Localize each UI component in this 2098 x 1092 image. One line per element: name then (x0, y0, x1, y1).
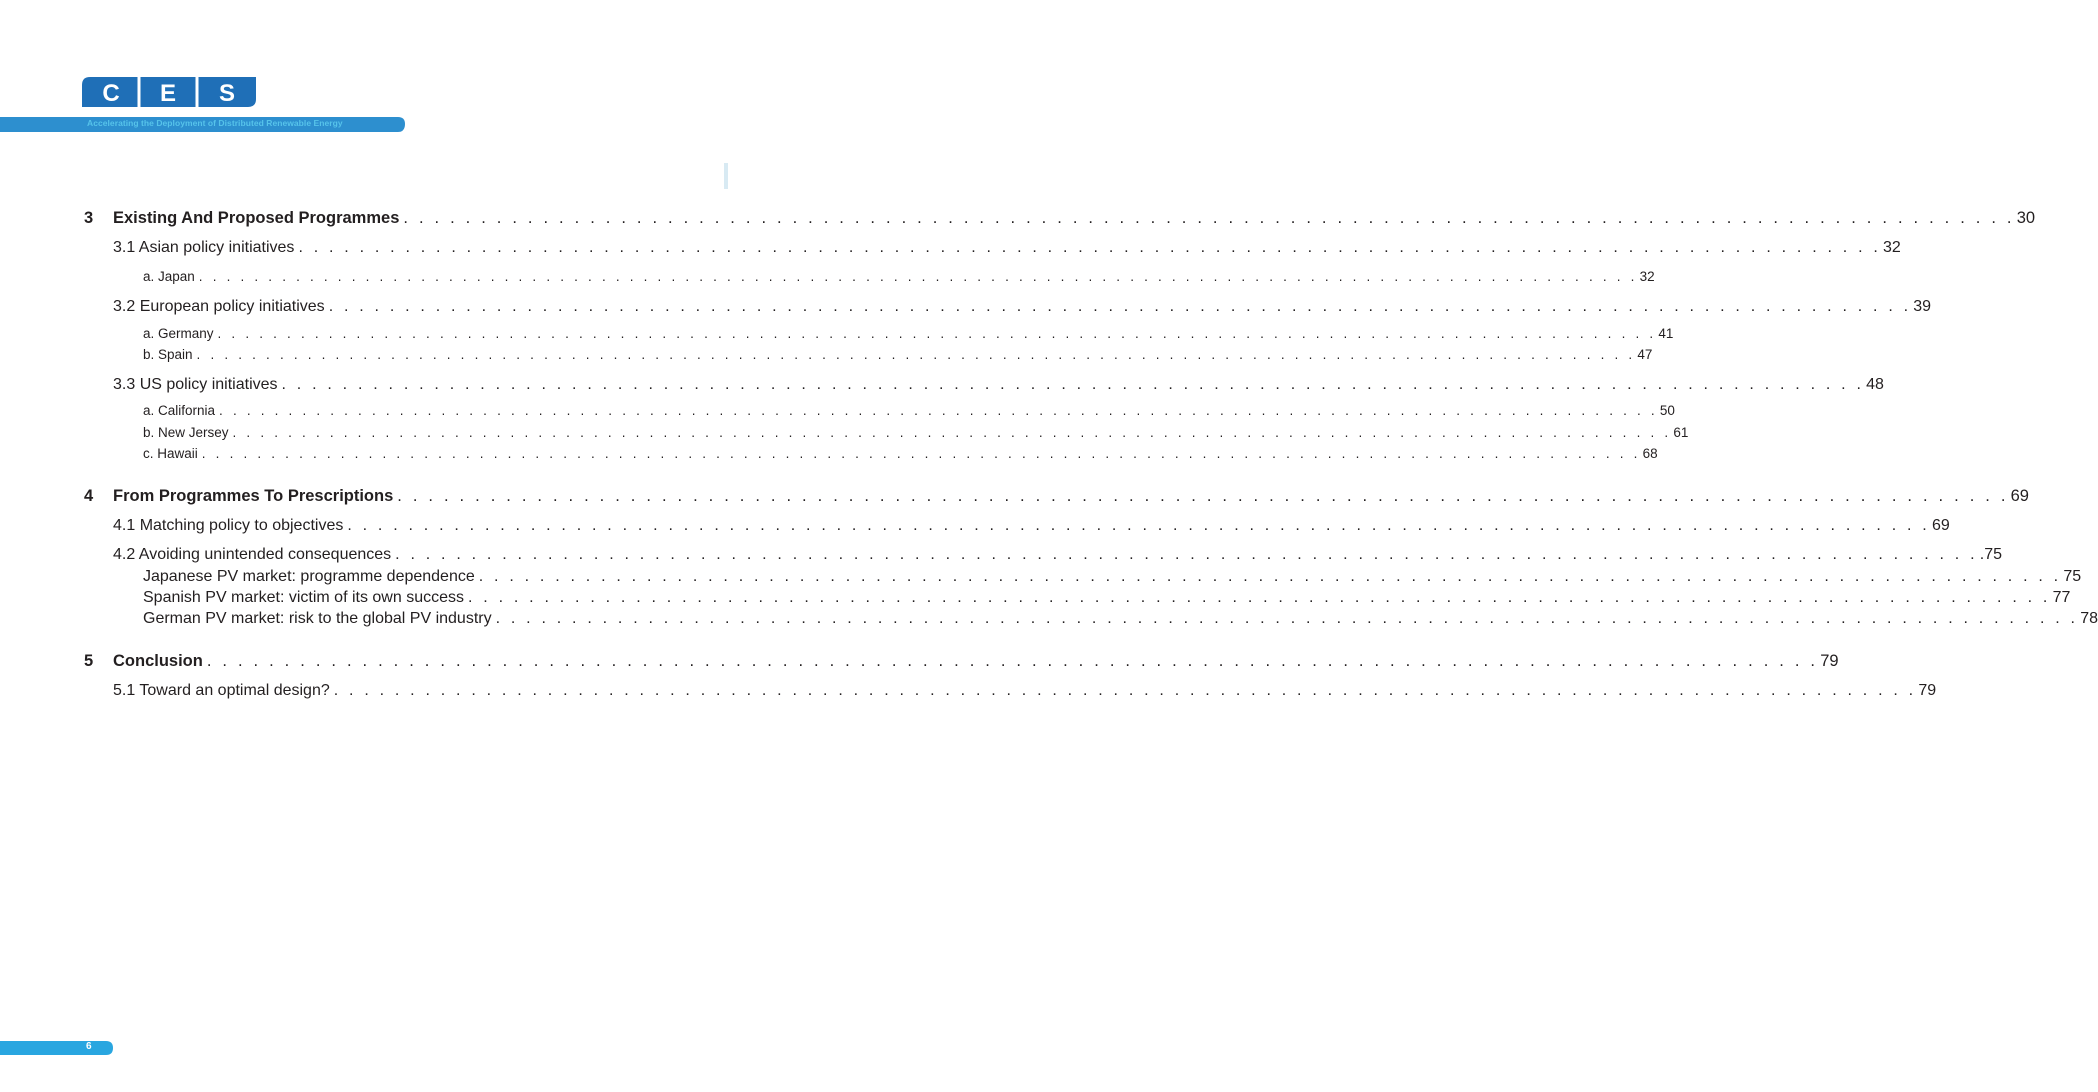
toc-entry-3-3-a[interactable] (143, 403, 1675, 418)
logo-letter-e: E (159, 80, 177, 107)
toc-entry-4-2-spain[interactable] (143, 589, 2071, 607)
section-number: 4 (84, 487, 94, 505)
toc-entry-3-1[interactable] (113, 239, 1901, 257)
toc-page: 48 (1866, 376, 1884, 393)
toc-title: a. Germany (143, 326, 218, 341)
toc-page: .75 (1979, 546, 2002, 563)
toc-title: Existing And Proposed Programmes (113, 209, 403, 228)
toc-entry-3-3-b[interactable] (143, 425, 1689, 440)
toc-title: a. California (143, 403, 219, 418)
toc-entry-3-3-c[interactable] (143, 446, 1658, 461)
logo-letter-c: C (102, 80, 120, 107)
toc-page: 32 (1883, 239, 1901, 256)
toc-entry-3-2-a[interactable] (143, 326, 1674, 341)
toc-page: 69 (1931, 517, 1950, 534)
leader-dots: . . . . . . . . . . . . . . . . . . . . . . . . . . . . . . . . . . . . . . . . . . . . . . . . . . . . . . . . . . . . . . . . . . . . . . . . . . . . . . . . . . . . . . . . . . . . . . . . . . . . . . . . (403, 209, 2015, 227)
toc-title: 4.2 Avoiding unintended consequences (113, 546, 395, 564)
toc-page: 61 (1673, 425, 1689, 440)
toc-page: 78 (2080, 610, 2098, 627)
toc-title: c. Hawaii (143, 446, 202, 461)
leader-dots: . . . . . . . . . . . . . . . . . . . . . . . . . . . . . . . . . . . . . . . . . . . . . . . . . . . . . . . . . . . . . . . . . . . . . . . . . . . . . . . . . . . . . . . . . . . . . . . . . . . . . . . . (217, 326, 1657, 341)
toc-title: b. Spain (143, 347, 197, 362)
toc-section-4[interactable] (84, 487, 2029, 506)
toc-page: 39 (1913, 298, 1932, 315)
toc-page: 68 (1642, 446, 1658, 461)
leader-dots: . . . . . . . . . . . . . . . . . . . . . . . . . . . . . . . . . . . . . . . . . . . . . . . . . . . . . . . . . . . . . . . . . . . . . . . . . . . . . . . . . . . . . . . . . . . . . . . . . . . . . . . . (328, 298, 1912, 315)
toc-page: 50 (1659, 403, 1675, 418)
leader-dots: . . . . . . . . . . . . . . . . . . . . . . . . . . . . . . . . . . . . . . . . . . . . . . . . . . . . . . . . . . . . . . . . . . . . . . . . . . . . . . . . . . . . . . . . . . . . . . . . . . . . . . . . (206, 652, 1819, 670)
toc-page: 79 (1918, 682, 1937, 699)
tagline: Accelerating the Deployment of Distributed Renewable Energy (87, 118, 343, 128)
leader-dots: . . . . . . . . . . . . . . . . . . . . . . . . . . . . . . . . . . . . . . . . . . . . . . . . . . . . . . . . . . . . . . . . . . . . . . . . . . . . . . . . . . . . . . . . . . . . . . . . . . . . . . . . (281, 376, 1865, 393)
leader-dots: . . . . . . . . . . . . . . . . . . . . . . . . . . . . . . . . . . . . . . . . . . . . . . . . . . . . . . . . . . . . . . . . . . . . . . . . . . . . . . . . . . . . . . . . . . . . . . . . . . . . . . . . (219, 403, 1658, 418)
toc-entry-4-2[interactable] (113, 546, 2002, 564)
toc-section-5[interactable] (84, 652, 1839, 671)
toc-page: 47 (1637, 347, 1653, 362)
leader-dots: . . . . . . . . . . . . . . . . . . . . . . . . . . . . . . . . . . . . . . . . . . . . . . . . . . . . . . . . . . . . . . . . . . . . . . . . . . . . . . . . . . . . . . . . . . . . . . . . . . . . . . . . (347, 517, 1930, 534)
toc-entry-4-1[interactable] (113, 517, 1950, 535)
toc-page: 77 (2052, 589, 2071, 606)
toc-section-3[interactable] (84, 209, 2036, 228)
section-number: 5 (84, 652, 94, 670)
toc-title: 3.3 US policy initiatives (113, 376, 282, 394)
toc-page: 30 (2016, 209, 2036, 227)
toc-title: From Programmes To Prescriptions (113, 487, 397, 506)
toc-title: Conclusion (113, 652, 207, 671)
toc-page: 79 (1820, 652, 1839, 670)
leader-dots: . . . . . . . . . . . . . . . . . . . . . . . . . . . . . . . . . . . . . . . . . . . . . . . . . . . . . . . . . . . . . . . . . . . . . . . . . . . . . . . . . . . . . . . . . . . . . . . . . . . . . . . . (298, 239, 1882, 256)
section-number: 3 (84, 209, 94, 227)
toc-title: 3.1 Asian policy initiatives (113, 239, 298, 257)
toc-entry-4-2-japan[interactable] (143, 568, 2082, 586)
leader-dots: . . . . . . . . . . . . . . . . . . . . . . . . . . . . . . . . . . . . . . . . . . . . . . . . . . . . . . . . . . . . . . . . . . . . . . . . . . . . . . . . . . . . . . . . . . . . . . . . . . . . . . . . (397, 487, 2009, 505)
toc-page: 32 (1639, 269, 1655, 284)
toc-title: a. Japan (143, 269, 199, 284)
toc-page: 75 (2063, 568, 2082, 585)
edge-mark (724, 163, 728, 189)
leader-dots: . . . . . . . . . . . . . . . . . . . . . . . . . . . . . . . . . . . . . . . . . . . . . . . . . . . . . . . . . . . . . . . . . . . . . . . . . . . . . . . . . . . . . . . . . . . . . . . . . . . . . . . . (201, 446, 1641, 461)
toc-entry-3-2[interactable] (113, 298, 1932, 316)
toc-entry-3-3[interactable] (113, 376, 1884, 394)
leader-dots: . . . . . . . . . . . . . . . . . . . . . . . . . . . . . . . . . . . . . . . . . . . . . . . . . . . . . . . . . . . . . . . . . . . . . . . . . . . . . . . . . . . . . . . . . . . . . . . . . . . . . . . . (468, 589, 2051, 606)
leader-dots: . . . . . . . . . . . . . . . . . . . . . . . . . . . . . . . . . . . . . . . . . . . . . . . . . . . . . . . . . . . . . . . . . . . . . . . . . . . . . . . . . . . . . . . . . . . . . . . . . . . . . . . . (333, 682, 1917, 699)
toc-entry-4-2-germany[interactable] (143, 610, 2098, 628)
leader-dots: . . . . . . . . . . . . . . . . . . . . . . . . . . . . . . . . . . . . . . . . . . . . . . . . . . . . . . . . . . . . . . . . . . . . . . . . . . . . . . . . . . . . . . . . . . . . . . . . . . . . . . . . (495, 610, 2079, 627)
toc-title: 5.1 Toward an optimal design? (113, 682, 334, 700)
page-number: 6 (86, 1041, 92, 1052)
toc-title: Spanish PV market: victim of its own success (143, 589, 468, 607)
logo-letter-s: S (218, 80, 236, 107)
leader-dots: . . . . . . . . . . . . . . . . . . . . . . . . . . . . . . . . . . . . . . . . . . . . . . . . . . . . . . . . . . . . . . . . . . . . . . . . . . . . . . . . . . . . . . . . . . . . . . . . . . . . . . . . (198, 269, 1638, 284)
page-number-tab (0, 1041, 113, 1055)
leader-dots: . . . . . . . . . . . . . . . . . . . . . . . . . . . . . . . . . . . . . . . . . . . . . . . . . . . . . . . . . . . . . . . . . . . . . . . . . . . . . . . . . . . . . . . . . . . . . . . . . . . . . . . . (478, 568, 2062, 585)
toc-entry-5-1[interactable] (113, 682, 1937, 700)
toc-title: German PV market: risk to the global PV industry (143, 610, 496, 628)
leader-dots: . . . . . . . . . . . . . . . . . . . . . . . . . . . . . . . . . . . . . . . . . . . . . . . . . . . . . . . . . . . . . . . . . . . . . . . . . . . . . . . . . . . . . . . . . . . . . . . . . . . . . . . . (232, 425, 1672, 440)
toc-page: 69 (2010, 487, 2029, 505)
toc-title: 3.2 European policy initiatives (113, 298, 329, 316)
toc-entry-3-2-b[interactable] (143, 347, 1653, 362)
toc-title: Japanese PV market: programme dependence (143, 568, 479, 586)
leader-dots: . . . . . . . . . . . . . . . . . . . . . . . . . . . . . . . . . . . . . . . . . . . . . . . . . . . . . . . . . . . . . . . . . . . . . . . . . . . . . . . . . . . . . . . . . . . . . . . . . . . . . . . . (395, 546, 1978, 563)
leader-dots: . . . . . . . . . . . . . . . . . . . . . . . . . . . . . . . . . . . . . . . . . . . . . . . . . . . . . . . . . . . . . . . . . . . . . . . . . . . . . . . . . . . . . . . . . . . . . . . . . . . . . . . . (196, 347, 1636, 362)
toc-entry-3-1-a[interactable] (143, 269, 1655, 284)
toc-title: 4.1 Matching policy to objectives (113, 517, 347, 535)
ces-logo (82, 77, 256, 107)
toc-title: b. New Jersey (143, 425, 233, 440)
toc-page: 41 (1658, 326, 1674, 341)
